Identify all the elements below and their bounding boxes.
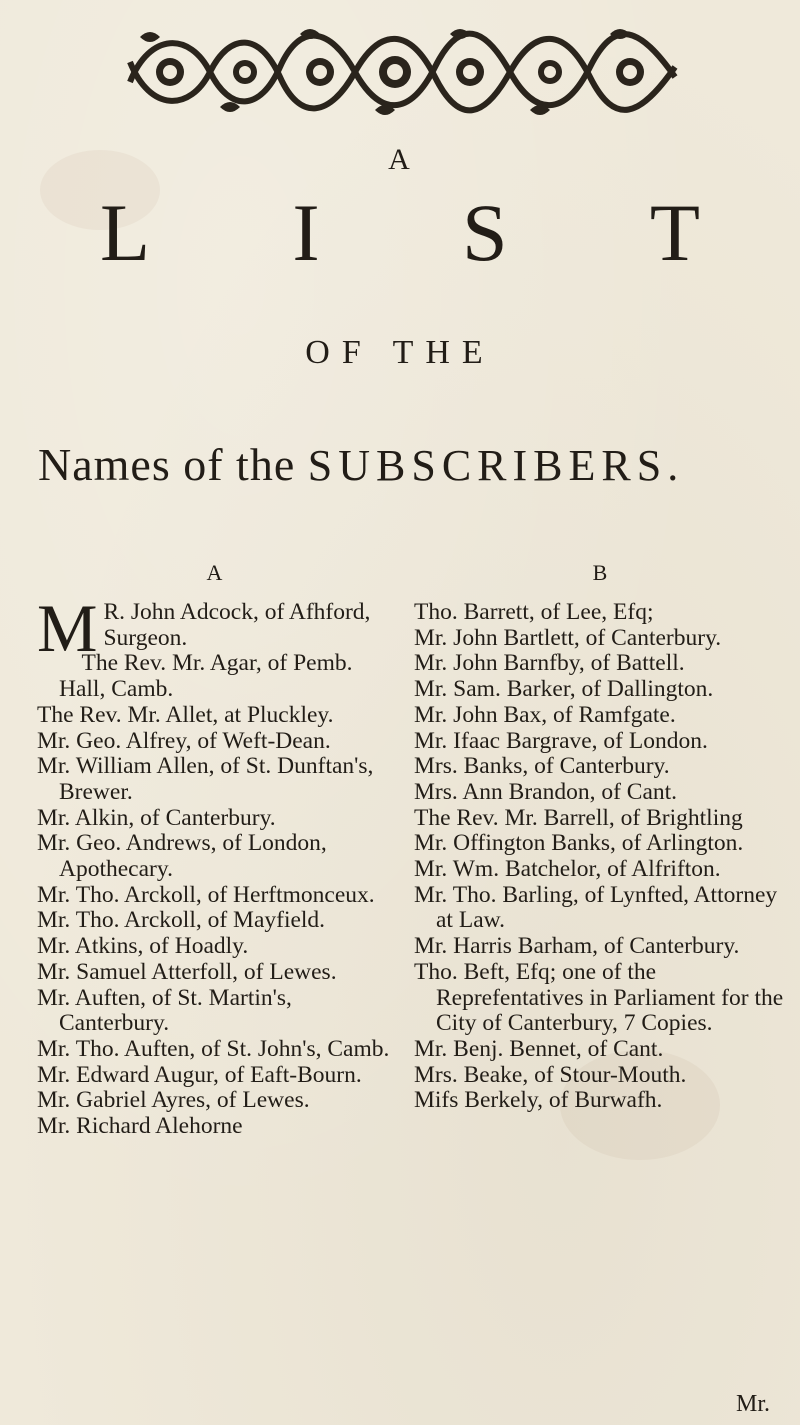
list-item: Mr. Tho. Barling, of Lynfted, Attorney at Law. [414,881,778,934]
list-item: Mr. Alkin, of Canterbury. [37,804,276,831]
list-item: The Rev. Mr. Agar, of Pemb. Hall, Camb. [59,650,353,703]
ornamental-headpiece [120,22,685,120]
list-item: Mr. Ifaac Bargrave, of London. [414,727,708,754]
left-column [37,560,392,1140]
right-column [414,560,786,1114]
list-item: Tho. Beft, Efq; one of the Reprefentatives in Parliament for the City of Canterbury, 7 Copies. [414,958,784,1037]
list-item: Mifs Berkely, of Burwafh. [414,1087,663,1114]
list-item: Mr. John Bartlett, of Canterbury. [414,624,722,651]
list-item: Mr. Gabriel Ayres, of Lewes. [37,1087,310,1114]
left-entries [37,651,392,1139]
title-list [30,178,770,288]
signature-letter: A [388,143,412,176]
list-item: Mr. Richard Alehorne [37,1113,243,1140]
title-names-of-the: Names of the [38,439,296,490]
list-item: Mr. Tho. Arckoll, of Herftmonceux. [37,881,375,908]
list-item: Mr. Samuel Atterfoll, of Lewes. [37,958,337,985]
list-item: Mr. Wm. Batchelor, of Alfrifton. [414,856,721,883]
list-item: Mr. Tho. Arckoll, of Mayfield. [37,907,326,934]
list-item: Mr. Harris Barham, of Canterbury. [414,933,740,960]
entry-text: R. John Adcock, of Afhford, Surgeon. [103,599,371,651]
list-item [37,590,392,666]
list-item: Mrs. Banks, of Canterbury. [414,753,670,780]
list-item: Mr. Tho. Auften, of St. John's, Camb. [37,1035,390,1062]
list-item: Mr. Offington Banks, of Arlington. [414,830,744,857]
list-item: Mrs. Ann Brandon, of Cant. [414,778,678,805]
title-letter: S [462,187,508,278]
title-letter: I [292,187,320,278]
list-item: The Rev. Mr. Barrell, of Brightling [414,804,743,831]
list-item: Mr. Geo. Andrews, of London, Apothecary. [37,830,327,883]
list-item: Mr. Auften, of St. Martin's, Canterbury. [37,984,292,1037]
list-item: Mr. Geo. Alfrey, of Weft-Dean. [37,727,331,754]
list-item: Mr. Benj. Bennet, of Cant. [414,1035,664,1062]
title-letter: T [649,187,700,278]
title-of-the: OF THE [305,334,495,371]
title-names [38,438,780,491]
list-item: Mr. William Allen, of St. Dunftan's, Brewer. [37,753,374,805]
list-item: Mr. John Barnfby, of Battell. [414,650,685,677]
title-subscribers: SUBSCRIBERS. [307,441,685,490]
drop-cap: M [37,590,98,666]
list-item: The Rev. Mr. Allet, at Pluckley. [37,701,334,728]
column-heading: B [592,560,608,585]
right-entries [414,600,786,1114]
list-item: Mr. Atkins, of Hoadly. [37,933,249,960]
catchword: Mr. [735,1391,770,1417]
list-item: Tho. Barrett, of Lee, Efq; [414,599,654,625]
list-item: Mr. Edward Augur, of Eaft-Bourn. [37,1061,362,1088]
title-letter: L [100,187,151,278]
list-item: Mr. Sam. Barker, of Dallington. [414,676,714,703]
list-item: Mr. John Bax, of Ramfgate. [414,701,676,728]
column-heading: A [206,560,223,585]
list-item: Mrs. Beake, of Stour-Mouth. [414,1061,687,1088]
